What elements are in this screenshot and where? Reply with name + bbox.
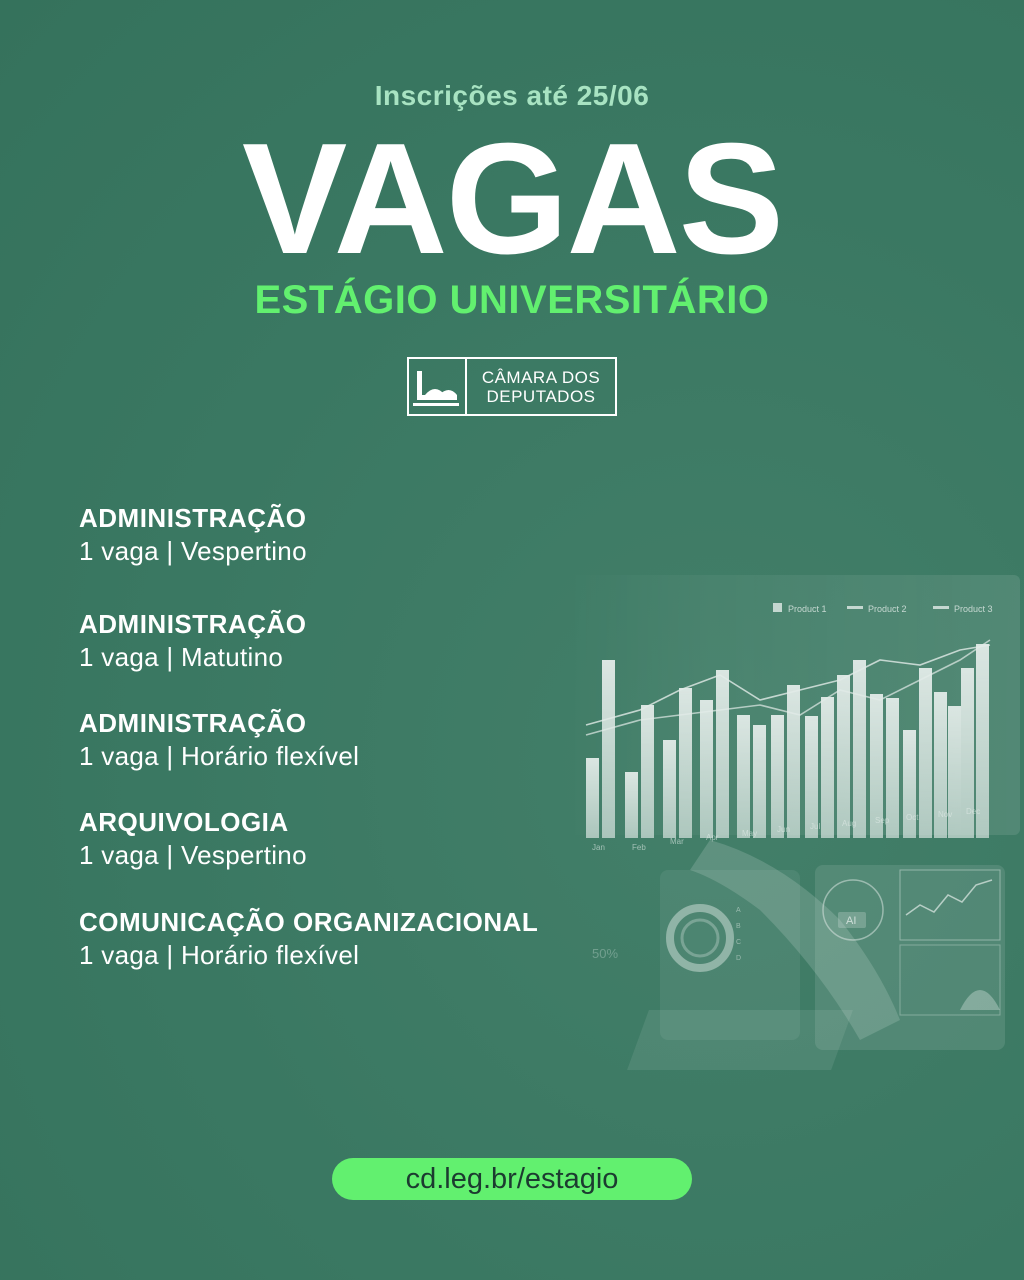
data-dashboard-illustration [520, 540, 1024, 1100]
job-item [79, 502, 307, 568]
legend-swatch-2 [847, 606, 863, 609]
month-label-12: Dec [966, 807, 981, 816]
job-title: COMUNICAÇÃO ORGANIZACIONAL [79, 907, 539, 937]
option-b: B [736, 923, 741, 930]
month-label-1: Jan [592, 843, 605, 852]
chamber-building-icon [409, 359, 467, 414]
month-label-2: Feb [632, 843, 646, 852]
legend-label-2: Product 2 [868, 604, 907, 614]
job-title: ADMINISTRAÇÃO [79, 708, 307, 738]
month-label-7: Jul [810, 822, 821, 831]
job-item [79, 906, 538, 972]
job-item [79, 806, 307, 872]
month-label-9: Sep [875, 816, 890, 825]
job-title: ADMINISTRAÇÃO [79, 609, 307, 639]
logo-line-1: CÂMARA DOS [481, 367, 601, 387]
option-c: C [736, 939, 742, 946]
job-title: ADMINISTRAÇÃO [79, 503, 307, 533]
job-detail: 1 vaga | Vespertino [79, 840, 307, 870]
job-detail: 1 vaga | Horário flexível [79, 940, 360, 970]
logo-line-2: DEPUTADOS [486, 386, 596, 406]
job-item [79, 707, 359, 773]
internship-link-button[interactable]: cd.leg.br/estagio [332, 1158, 692, 1200]
month-label-3: Mar [670, 837, 684, 846]
job-detail: 1 vaga | Horário flexível [79, 741, 360, 771]
legend-label-3: Product 3 [954, 604, 993, 614]
legend-swatch-3 [933, 606, 949, 609]
ai-label: AI [846, 915, 857, 927]
headline-vagas: VAGAS [241, 111, 783, 287]
month-label-4: Apr [706, 833, 719, 842]
subhead-internship: ESTÁGIO UNIVERSITÁRIO [254, 278, 770, 322]
option-d: D [736, 955, 742, 962]
job-item [79, 608, 307, 674]
legend-label-1: Product 1 [788, 604, 827, 614]
legend-swatch-1 [773, 603, 782, 612]
job-title: ARQUIVOLOGIA [79, 807, 289, 837]
job-detail: 1 vaga | Vespertino [79, 536, 307, 566]
option-a: A [736, 907, 741, 914]
month-label-10: Oct [906, 813, 919, 822]
job-detail: 1 vaga | Matutino [79, 642, 284, 672]
registration-deadline: Inscrições até 25/06 [374, 80, 650, 111]
camara-dos-deputados-logo [407, 357, 617, 416]
gauge-label: 50% [592, 946, 619, 961]
month-label-11: Nov [938, 810, 953, 819]
month-label-6: Jun [777, 825, 790, 834]
month-label-5: May [742, 829, 758, 838]
month-label-8: Aug [842, 819, 857, 828]
